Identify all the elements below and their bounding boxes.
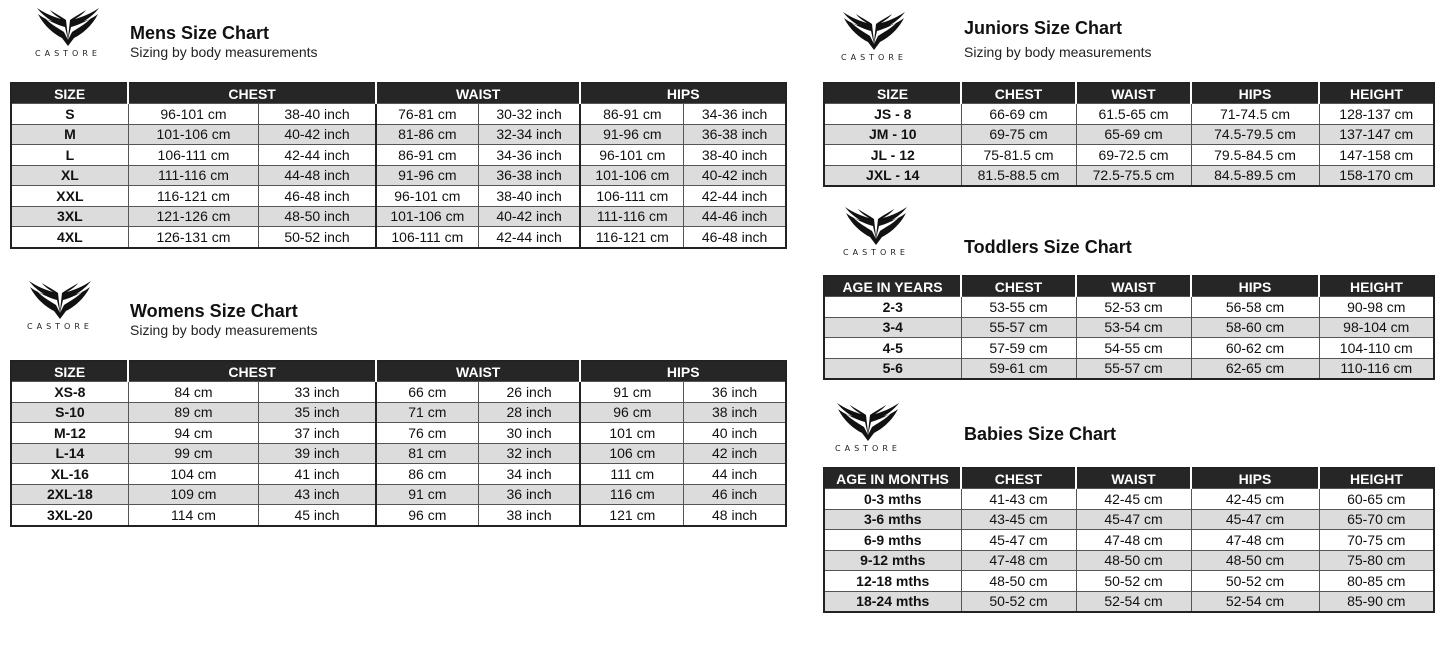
table-row bbox=[824, 571, 1434, 592]
table-row bbox=[824, 358, 1434, 379]
measurement-cell: 65-69 cm bbox=[1076, 124, 1191, 145]
measurement-cell: 69-75 cm bbox=[961, 124, 1076, 145]
measurement-cell: 81-86 cm bbox=[376, 124, 478, 145]
column-header: HEIGHT bbox=[1319, 276, 1434, 297]
measurement-cell: 121-126 cm bbox=[128, 206, 258, 227]
measurement-cell: 56-58 cm bbox=[1191, 297, 1319, 318]
toddlers-title: Toddlers Size Chart bbox=[964, 237, 1132, 257]
measurement-cell: 121 cm bbox=[580, 505, 683, 526]
size-label-cell: 3XL-20 bbox=[11, 505, 128, 526]
measurement-cell: 32 inch bbox=[478, 443, 580, 464]
table-row bbox=[11, 382, 786, 403]
table-header-row bbox=[11, 361, 786, 382]
measurement-cell: 128-137 cm bbox=[1319, 104, 1434, 125]
measurement-cell: 52-54 cm bbox=[1191, 591, 1319, 612]
measurement-cell: 98-104 cm bbox=[1319, 317, 1434, 338]
table-row bbox=[11, 206, 786, 227]
size-label-cell: L bbox=[11, 145, 128, 166]
measurement-cell: 94 cm bbox=[128, 423, 258, 444]
table-row bbox=[824, 104, 1434, 125]
measurement-cell: 42-44 inch bbox=[684, 186, 786, 207]
measurement-cell: 50-52 cm bbox=[1076, 571, 1191, 592]
size-label-cell: 3-4 bbox=[824, 317, 961, 338]
brand-wordmark: CASTORE bbox=[27, 322, 93, 331]
measurement-cell: 71-74.5 cm bbox=[1191, 104, 1319, 125]
measurement-cell: 74.5-79.5 cm bbox=[1191, 124, 1319, 145]
brand-logo bbox=[828, 403, 908, 453]
brand-wordmark: CASTORE bbox=[35, 49, 101, 58]
measurement-cell: 126-131 cm bbox=[128, 227, 258, 248]
column-header: CHEST bbox=[961, 83, 1076, 104]
measurement-cell: 34 inch bbox=[478, 464, 580, 485]
measurement-cell: 66-69 cm bbox=[961, 104, 1076, 125]
juniors-size-table bbox=[823, 82, 1435, 187]
table-row bbox=[11, 402, 786, 423]
measurement-cell: 38-40 inch bbox=[684, 145, 786, 166]
measurement-cell: 53-54 cm bbox=[1076, 317, 1191, 338]
measurement-cell: 34-36 inch bbox=[478, 145, 580, 166]
measurement-cell: 116-121 cm bbox=[128, 186, 258, 207]
castore-wings-icon bbox=[840, 12, 908, 52]
measurement-cell: 91-96 cm bbox=[580, 124, 683, 145]
size-label-cell: 2-3 bbox=[824, 297, 961, 318]
column-header: HIPS bbox=[1191, 276, 1319, 297]
measurement-cell: 96-101 cm bbox=[580, 145, 683, 166]
measurement-cell: 41 inch bbox=[259, 464, 376, 485]
size-label-cell: 5-6 bbox=[824, 358, 961, 379]
babies-title: Babies Size Chart bbox=[964, 424, 1117, 444]
size-label-cell: XL bbox=[11, 165, 128, 186]
measurement-cell: 41-43 cm bbox=[961, 489, 1076, 510]
measurement-cell: 84.5-89.5 cm bbox=[1191, 165, 1319, 186]
measurement-cell: 111-116 cm bbox=[128, 165, 258, 186]
measurement-cell: 81 cm bbox=[376, 443, 478, 464]
size-label-cell: S-10 bbox=[11, 402, 128, 423]
measurement-cell: 101-106 cm bbox=[128, 124, 258, 145]
measurement-cell: 158-170 cm bbox=[1319, 165, 1434, 186]
measurement-cell: 69-72.5 cm bbox=[1076, 145, 1191, 166]
measurement-cell: 62-65 cm bbox=[1191, 358, 1319, 379]
column-header: HIPS bbox=[580, 361, 786, 382]
measurement-cell: 30 inch bbox=[478, 423, 580, 444]
measurement-cell: 39 inch bbox=[259, 443, 376, 464]
measurement-cell: 45-47 cm bbox=[961, 530, 1076, 551]
measurement-cell: 76 cm bbox=[376, 423, 478, 444]
size-label-cell: M-12 bbox=[11, 423, 128, 444]
measurement-cell: 106-111 cm bbox=[128, 145, 258, 166]
measurement-cell: 48-50 cm bbox=[1076, 550, 1191, 571]
table-row bbox=[11, 505, 786, 526]
juniors-subtitle: Sizing by body measurements bbox=[964, 44, 1152, 60]
size-label-cell: JS - 8 bbox=[824, 104, 961, 125]
brand-wordmark: CASTORE bbox=[841, 53, 907, 62]
measurement-cell: 106-111 cm bbox=[580, 186, 683, 207]
measurement-cell: 101 cm bbox=[580, 423, 683, 444]
measurement-cell: 91 cm bbox=[580, 382, 683, 403]
column-header: HIPS bbox=[580, 83, 786, 104]
measurement-cell: 89 cm bbox=[128, 402, 258, 423]
column-header: HEIGHT bbox=[1319, 83, 1434, 104]
size-label-cell: 0-3 mths bbox=[824, 489, 961, 510]
table-header-row bbox=[11, 83, 786, 104]
column-header: CHEST bbox=[961, 468, 1076, 489]
table-row bbox=[824, 297, 1434, 318]
babies-size-table bbox=[823, 467, 1435, 613]
measurement-cell: 55-57 cm bbox=[961, 317, 1076, 338]
table-row bbox=[824, 591, 1434, 612]
measurement-cell: 61.5-65 cm bbox=[1076, 104, 1191, 125]
measurement-cell: 40-42 inch bbox=[684, 165, 786, 186]
measurement-cell: 75-81.5 cm bbox=[961, 145, 1076, 166]
measurement-cell: 96 cm bbox=[580, 402, 683, 423]
brand-wordmark: CASTORE bbox=[843, 248, 909, 257]
size-label-cell: 9-12 mths bbox=[824, 550, 961, 571]
column-header: WAIST bbox=[376, 361, 581, 382]
measurement-cell: 58-60 cm bbox=[1191, 317, 1319, 338]
size-label-cell: JL - 12 bbox=[824, 145, 961, 166]
column-header: CHEST bbox=[128, 83, 376, 104]
table-row bbox=[824, 550, 1434, 571]
size-label-cell: 3-6 mths bbox=[824, 509, 961, 530]
column-header: WAIST bbox=[376, 83, 581, 104]
size-label-cell: S bbox=[11, 104, 128, 125]
size-label-cell: 4XL bbox=[11, 227, 128, 248]
measurement-cell: 44-46 inch bbox=[684, 206, 786, 227]
measurement-cell: 38-40 inch bbox=[478, 186, 580, 207]
measurement-cell: 28 inch bbox=[478, 402, 580, 423]
table-row bbox=[824, 489, 1434, 510]
measurement-cell: 66 cm bbox=[376, 382, 478, 403]
measurement-cell: 99 cm bbox=[128, 443, 258, 464]
measurement-cell: 48-50 cm bbox=[1191, 550, 1319, 571]
measurement-cell: 81.5-88.5 cm bbox=[961, 165, 1076, 186]
measurement-cell: 38-40 inch bbox=[259, 104, 376, 125]
table-row bbox=[11, 186, 786, 207]
measurement-cell: 42-45 cm bbox=[1076, 489, 1191, 510]
measurement-cell: 32-34 inch bbox=[478, 124, 580, 145]
size-label-cell: L-14 bbox=[11, 443, 128, 464]
table-row bbox=[11, 227, 786, 248]
measurement-cell: 71 cm bbox=[376, 402, 478, 423]
measurement-cell: 47-48 cm bbox=[1191, 530, 1319, 551]
measurement-cell: 37 inch bbox=[259, 423, 376, 444]
measurement-cell: 72.5-75.5 cm bbox=[1076, 165, 1191, 186]
measurement-cell: 43 inch bbox=[259, 484, 376, 505]
castore-wings-icon bbox=[842, 207, 910, 247]
measurement-cell: 33 inch bbox=[259, 382, 376, 403]
column-header: AGE IN MONTHS bbox=[824, 468, 961, 489]
size-label-cell: 12-18 mths bbox=[824, 571, 961, 592]
measurement-cell: 86-91 cm bbox=[376, 145, 478, 166]
measurement-cell: 46-48 inch bbox=[684, 227, 786, 248]
measurement-cell: 86-91 cm bbox=[580, 104, 683, 125]
measurement-cell: 80-85 cm bbox=[1319, 571, 1434, 592]
measurement-cell: 35 inch bbox=[259, 402, 376, 423]
measurement-cell: 48 inch bbox=[684, 505, 786, 526]
measurement-cell: 91-96 cm bbox=[376, 165, 478, 186]
table-row bbox=[11, 423, 786, 444]
measurement-cell: 54-55 cm bbox=[1076, 338, 1191, 359]
measurement-cell: 40-42 inch bbox=[259, 124, 376, 145]
measurement-cell: 111 cm bbox=[580, 464, 683, 485]
table-row bbox=[11, 124, 786, 145]
measurement-cell: 40 inch bbox=[684, 423, 786, 444]
measurement-cell: 42 inch bbox=[684, 443, 786, 464]
column-header: SIZE bbox=[824, 83, 961, 104]
measurement-cell: 84 cm bbox=[128, 382, 258, 403]
size-label-cell: JXL - 14 bbox=[824, 165, 961, 186]
table-row bbox=[824, 317, 1434, 338]
measurement-cell: 101-106 cm bbox=[376, 206, 478, 227]
measurement-cell: 44 inch bbox=[684, 464, 786, 485]
measurement-cell: 38 inch bbox=[684, 402, 786, 423]
brand-logo bbox=[20, 281, 100, 331]
brand-logo bbox=[834, 12, 914, 62]
measurement-cell: 59-61 cm bbox=[961, 358, 1076, 379]
measurement-cell: 45-47 cm bbox=[1191, 509, 1319, 530]
measurement-cell: 85-90 cm bbox=[1319, 591, 1434, 612]
size-label-cell: 6-9 mths bbox=[824, 530, 961, 551]
table-row bbox=[11, 145, 786, 166]
measurement-cell: 30-32 inch bbox=[478, 104, 580, 125]
womens-subtitle: Sizing by body measurements bbox=[130, 322, 318, 338]
measurement-cell: 50-52 inch bbox=[259, 227, 376, 248]
measurement-cell: 50-52 cm bbox=[961, 591, 1076, 612]
measurement-cell: 36-38 inch bbox=[478, 165, 580, 186]
measurement-cell: 42-45 cm bbox=[1191, 489, 1319, 510]
measurement-cell: 47-48 cm bbox=[961, 550, 1076, 571]
measurement-cell: 48-50 inch bbox=[259, 206, 376, 227]
measurement-cell: 50-52 cm bbox=[1191, 571, 1319, 592]
measurement-cell: 91 cm bbox=[376, 484, 478, 505]
measurement-cell: 57-59 cm bbox=[961, 338, 1076, 359]
measurement-cell: 46 inch bbox=[684, 484, 786, 505]
measurement-cell: 86 cm bbox=[376, 464, 478, 485]
column-header: HIPS bbox=[1191, 468, 1319, 489]
table-row bbox=[824, 530, 1434, 551]
measurement-cell: 44-48 inch bbox=[259, 165, 376, 186]
mens-size-table bbox=[10, 82, 787, 249]
brand-logo bbox=[28, 8, 108, 58]
womens-size-table bbox=[10, 360, 787, 527]
measurement-cell: 43-45 cm bbox=[961, 509, 1076, 530]
measurement-cell: 106 cm bbox=[580, 443, 683, 464]
size-label-cell: JM - 10 bbox=[824, 124, 961, 145]
size-label-cell: 18-24 mths bbox=[824, 591, 961, 612]
measurement-cell: 53-55 cm bbox=[961, 297, 1076, 318]
measurement-cell: 116 cm bbox=[580, 484, 683, 505]
size-label-cell: 3XL bbox=[11, 206, 128, 227]
column-header: SIZE bbox=[11, 361, 128, 382]
measurement-cell: 70-75 cm bbox=[1319, 530, 1434, 551]
measurement-cell: 147-158 cm bbox=[1319, 145, 1434, 166]
size-label-cell: 4-5 bbox=[824, 338, 961, 359]
castore-wings-icon bbox=[34, 8, 102, 48]
table-row bbox=[824, 165, 1434, 186]
size-label-cell: XXL bbox=[11, 186, 128, 207]
juniors-title: Juniors Size Chart bbox=[964, 18, 1123, 38]
measurement-cell: 65-70 cm bbox=[1319, 509, 1434, 530]
column-header: WAIST bbox=[1076, 468, 1191, 489]
column-header: AGE IN YEARS bbox=[824, 276, 961, 297]
column-header: HIPS bbox=[1191, 83, 1319, 104]
table-header-row bbox=[824, 276, 1434, 297]
measurement-cell: 79.5-84.5 cm bbox=[1191, 145, 1319, 166]
brand-wordmark: CASTORE bbox=[835, 444, 901, 453]
measurement-cell: 104 cm bbox=[128, 464, 258, 485]
table-row bbox=[824, 509, 1434, 530]
column-header: WAIST bbox=[1076, 276, 1191, 297]
measurement-cell: 76-81 cm bbox=[376, 104, 478, 125]
measurement-cell: 106-111 cm bbox=[376, 227, 478, 248]
measurement-cell: 45 inch bbox=[259, 505, 376, 526]
measurement-cell: 60-65 cm bbox=[1319, 489, 1434, 510]
measurement-cell: 110-116 cm bbox=[1319, 358, 1434, 379]
mens-title: Mens Size Chart bbox=[130, 23, 270, 43]
measurement-cell: 104-110 cm bbox=[1319, 338, 1434, 359]
measurement-cell: 111-116 cm bbox=[580, 206, 683, 227]
table-row bbox=[11, 484, 786, 505]
measurement-cell: 52-53 cm bbox=[1076, 297, 1191, 318]
measurement-cell: 96 cm bbox=[376, 505, 478, 526]
measurement-cell: 38 inch bbox=[478, 505, 580, 526]
measurement-cell: 47-48 cm bbox=[1076, 530, 1191, 551]
measurement-cell: 45-47 cm bbox=[1076, 509, 1191, 530]
measurement-cell: 114 cm bbox=[128, 505, 258, 526]
table-row bbox=[824, 124, 1434, 145]
column-header: HEIGHT bbox=[1319, 468, 1434, 489]
measurement-cell: 36 inch bbox=[684, 382, 786, 403]
size-label-cell: XL-16 bbox=[11, 464, 128, 485]
size-label-cell: 2XL-18 bbox=[11, 484, 128, 505]
measurement-cell: 109 cm bbox=[128, 484, 258, 505]
measurement-cell: 34-36 inch bbox=[684, 104, 786, 125]
measurement-cell: 116-121 cm bbox=[580, 227, 683, 248]
column-header: CHEST bbox=[128, 361, 376, 382]
castore-wings-icon bbox=[26, 281, 94, 321]
column-header: SIZE bbox=[11, 83, 128, 104]
table-row bbox=[824, 338, 1434, 359]
table-header-row bbox=[824, 83, 1434, 104]
castore-wings-icon bbox=[834, 403, 902, 443]
toddlers-size-table bbox=[823, 275, 1435, 380]
brand-logo bbox=[836, 207, 916, 257]
measurement-cell: 101-106 cm bbox=[580, 165, 683, 186]
measurement-cell: 36 inch bbox=[478, 484, 580, 505]
table-row bbox=[11, 443, 786, 464]
measurement-cell: 75-80 cm bbox=[1319, 550, 1434, 571]
measurement-cell: 36-38 inch bbox=[684, 124, 786, 145]
table-header-row bbox=[824, 468, 1434, 489]
column-header: WAIST bbox=[1076, 83, 1191, 104]
measurement-cell: 96-101 cm bbox=[376, 186, 478, 207]
column-header: CHEST bbox=[961, 276, 1076, 297]
measurement-cell: 90-98 cm bbox=[1319, 297, 1434, 318]
measurement-cell: 52-54 cm bbox=[1076, 591, 1191, 612]
measurement-cell: 137-147 cm bbox=[1319, 124, 1434, 145]
measurement-cell: 48-50 cm bbox=[961, 571, 1076, 592]
measurement-cell: 46-48 inch bbox=[259, 186, 376, 207]
table-row bbox=[11, 165, 786, 186]
measurement-cell: 42-44 inch bbox=[259, 145, 376, 166]
measurement-cell: 55-57 cm bbox=[1076, 358, 1191, 379]
size-label-cell: XS-8 bbox=[11, 382, 128, 403]
table-row bbox=[11, 104, 786, 125]
measurement-cell: 96-101 cm bbox=[128, 104, 258, 125]
measurement-cell: 42-44 inch bbox=[478, 227, 580, 248]
table-row bbox=[11, 464, 786, 485]
measurement-cell: 40-42 inch bbox=[478, 206, 580, 227]
measurement-cell: 60-62 cm bbox=[1191, 338, 1319, 359]
size-label-cell: M bbox=[11, 124, 128, 145]
womens-title: Womens Size Chart bbox=[130, 301, 298, 321]
measurement-cell: 26 inch bbox=[478, 382, 580, 403]
mens-subtitle: Sizing by body measurements bbox=[130, 44, 318, 60]
table-row bbox=[824, 145, 1434, 166]
